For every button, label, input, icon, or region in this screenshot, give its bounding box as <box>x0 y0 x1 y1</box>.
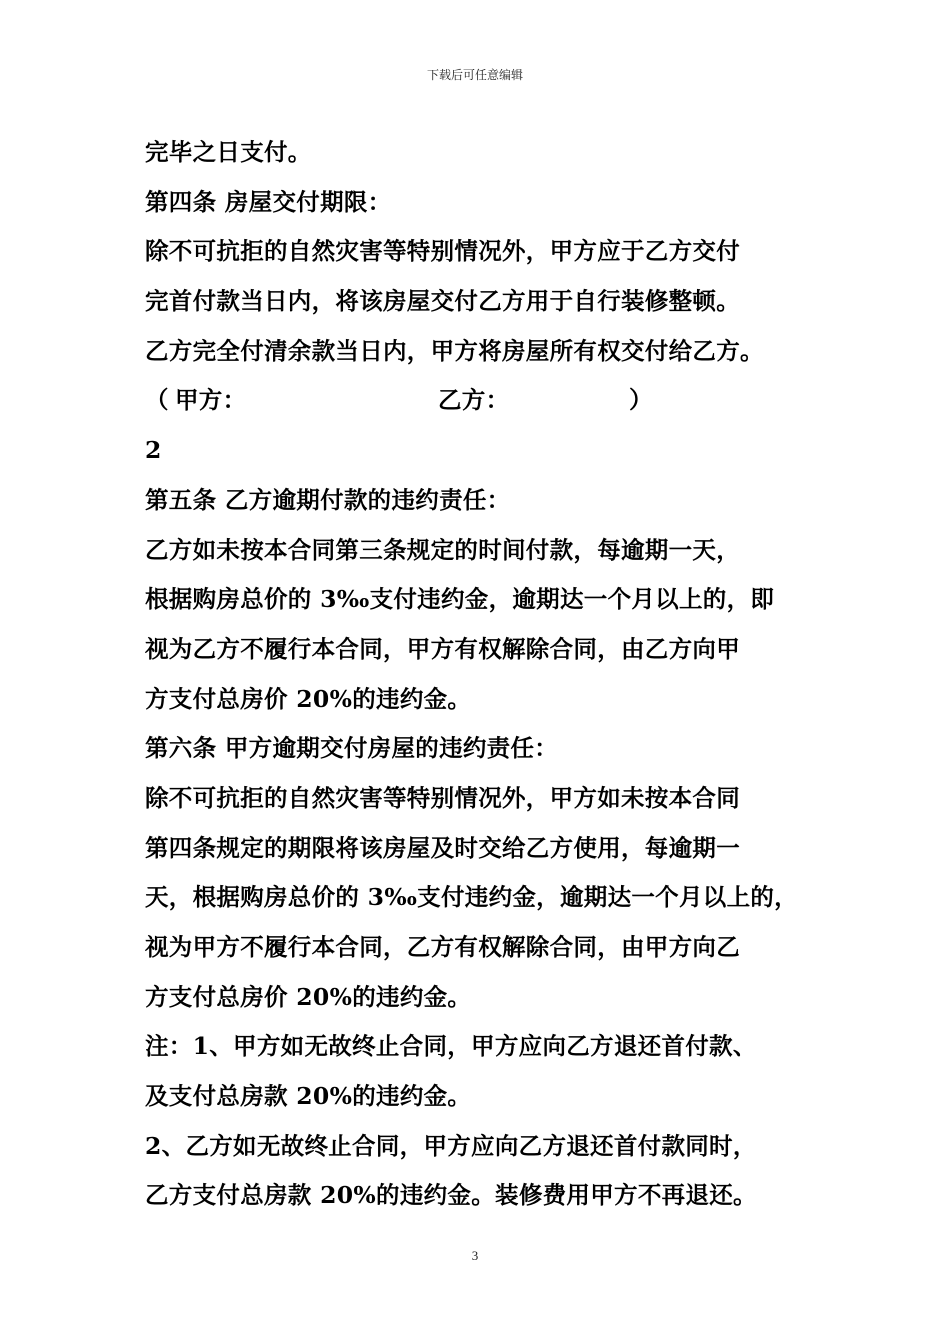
text-line: 除不可抗拒的自然灾害等特别情况外，甲方应于乙方交付 <box>145 237 740 266</box>
text-line: 完首付款当日内，将该房屋交付乙方用于自行装修整顿。 <box>145 287 740 316</box>
page-header-note: 下载后可任意编辑 <box>426 68 523 82</box>
text-line: 方支付总房价 20%的违约金。 <box>145 684 472 713</box>
text-line: 视为甲方不履行本合同，乙方有权解除合同，由甲方向乙 <box>145 933 740 961</box>
text-line: 视为乙方不履行本合同，甲方有权解除合同，由乙方向甲 <box>145 634 740 663</box>
section-heading-5: 第五条 乙方逾期付款的违约责任： <box>145 485 511 514</box>
page-number: 3 <box>471 1248 479 1263</box>
party-a-label: 甲方： <box>175 386 247 415</box>
close-paren: ） <box>629 386 653 415</box>
text-line: 方支付总房价 20%的违约金。 <box>145 982 472 1011</box>
text-line: 天，根据购房总价的 3‰支付违约金，逾期达一个月以上的， <box>145 883 798 912</box>
text-line: 除不可抗拒的自然灾害等特别情况外，甲方如未按本合同 <box>145 783 740 812</box>
note-line: 及支付总房款 20%的违约金。 <box>145 1082 472 1111</box>
parties-signature-line <box>145 376 845 426</box>
party-b-label: 乙方： <box>438 386 510 415</box>
open-paren: （ <box>145 386 169 415</box>
section-heading-6: 第六条 甲方逾期交付房屋的违约责任： <box>145 734 559 763</box>
document-body <box>145 128 845 1221</box>
note-line: 注：1、甲方如无故终止合同，甲方应向乙方退还首付款、 <box>145 1032 757 1061</box>
text-line: 乙方完全付清余款当日内，甲方将房屋所有权交付给乙方。 <box>145 336 764 365</box>
text-line: 根据购房总价的 3‰支付违约金，逾期达一个月以上的，即 <box>145 585 775 614</box>
note-line: 乙方支付总房款 20%的违约金。装修费用甲方不再退还。 <box>145 1181 757 1210</box>
text-line: 完毕之日支付。 <box>145 138 312 166</box>
text-line: 乙方如未按本合同第三条规定的时间付款，每逾期一天， <box>145 535 740 564</box>
section-heading-4: 第四条 房屋交付期限： <box>145 187 392 216</box>
inline-number: 2 <box>145 436 162 465</box>
text-line: 第四条规定的期限将该房屋及时交给乙方使用，每逾期一 <box>145 833 740 862</box>
note-line: 2、乙方如无故终止合同，甲方应向乙方退还首付款同时， <box>145 1131 757 1160</box>
